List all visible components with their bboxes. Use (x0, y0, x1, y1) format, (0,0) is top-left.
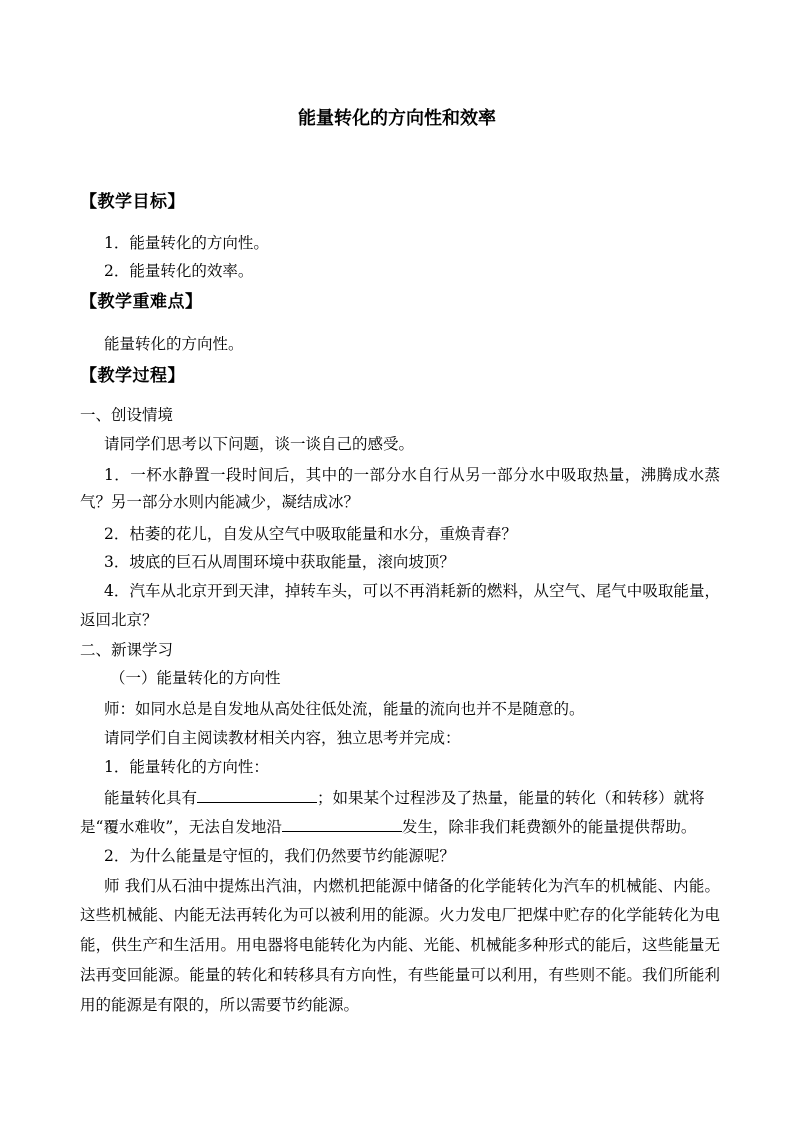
fill-blank-line-1 (104, 787, 720, 808)
key-points-text: 能量转化的方向性。 (104, 335, 244, 353)
page-title: 能量转化的方向性和效率 (298, 108, 496, 129)
blank-field-2[interactable] (282, 816, 402, 832)
key-points-heading: 【教学重难点】 (80, 292, 203, 312)
question-4-line-2: 返回北京？ (80, 611, 158, 629)
part2-heading: 二、新课学习 (80, 641, 174, 659)
reading-task: 请同学们自主阅读教材相关内容，独立思考并完成： (104, 729, 461, 747)
item-1: 1．能量转化的方向性： (104, 758, 269, 776)
answer-line-5: 用的能源是有限的，所以需要节约能源。 (80, 996, 360, 1014)
item-2: 2．为什么能量是守恒的，我们仍然要节约能源呢？ (104, 847, 455, 865)
subsection-1-heading: （一）能量转化的方向性 (110, 669, 281, 687)
teacher-statement-1: 师：如同水总是自发地从高处往低处流，能量的流向也并不是随意的。 (104, 700, 585, 718)
goal-item-2: 2．能量转化的效率。 (104, 262, 254, 280)
answer-line-1: 师 我们从石油中提炼出汽油，内燃机把能源中储备的化学能转化为汽车的机械能、内能。 (104, 877, 720, 895)
fill-blank-2-prefix: 是“覆水难收”，无法自发地沿 (80, 818, 282, 836)
question-4-line-1: 4．汽车从北京开到天津，掉转车头，可以不再消耗新的燃料，从空气、尾气中吸取能量， (104, 582, 720, 600)
blank-field-1[interactable] (197, 787, 317, 803)
part1-heading: 一、创设情境 (80, 406, 174, 424)
question-2: 2．枯萎的花儿，自发从空气中吸取能量和水分，重焕青春？ (104, 525, 517, 543)
answer-line-4: 法再变回能源。能量的转化和转移具有方向性，有些能量可以利用，有些则不能。我们所能利 (80, 966, 720, 984)
answer-line-2: 这些机械能、内能无法再转化为可以被利用的能源。火力发电厂把煤中贮存的化学能转化为电 (80, 906, 720, 924)
fill-blank-2-suffix: 发生，除非我们耗费额外的能量提供帮助。 (401, 818, 697, 836)
fill-blank-1-suffix: ；如果某个过程涉及了热量，能量的转化（和转移）就将 (317, 789, 705, 807)
question-1-line-1: 1．一杯水静置一段时间后，其中的一部分水自行从另一部分水中吸取热量，沸腾成水蒸 (104, 466, 720, 484)
question-3: 3．坡底的巨石从周围环境中获取能量，滚向坡顶？ (104, 553, 455, 571)
goal-item-1: 1．能量转化的方向性。 (104, 234, 269, 252)
goals-heading: 【教学目标】 (80, 192, 185, 212)
fill-blank-line-2 (80, 816, 720, 837)
part1-intro: 请同学们思考以下问题，谈一谈自己的感受。 (104, 435, 415, 453)
process-heading: 【教学过程】 (80, 366, 185, 386)
fill-blank-1-prefix: 能量转化具有 (104, 789, 198, 807)
question-1-line-2: 气？另一部分水则内能减少，凝结成冰？ (80, 493, 360, 511)
answer-line-3: 能，供生产和生活用。用电器将电能转化为内能、光能、机械能多种形式的能后，这些能量无 (80, 936, 720, 954)
